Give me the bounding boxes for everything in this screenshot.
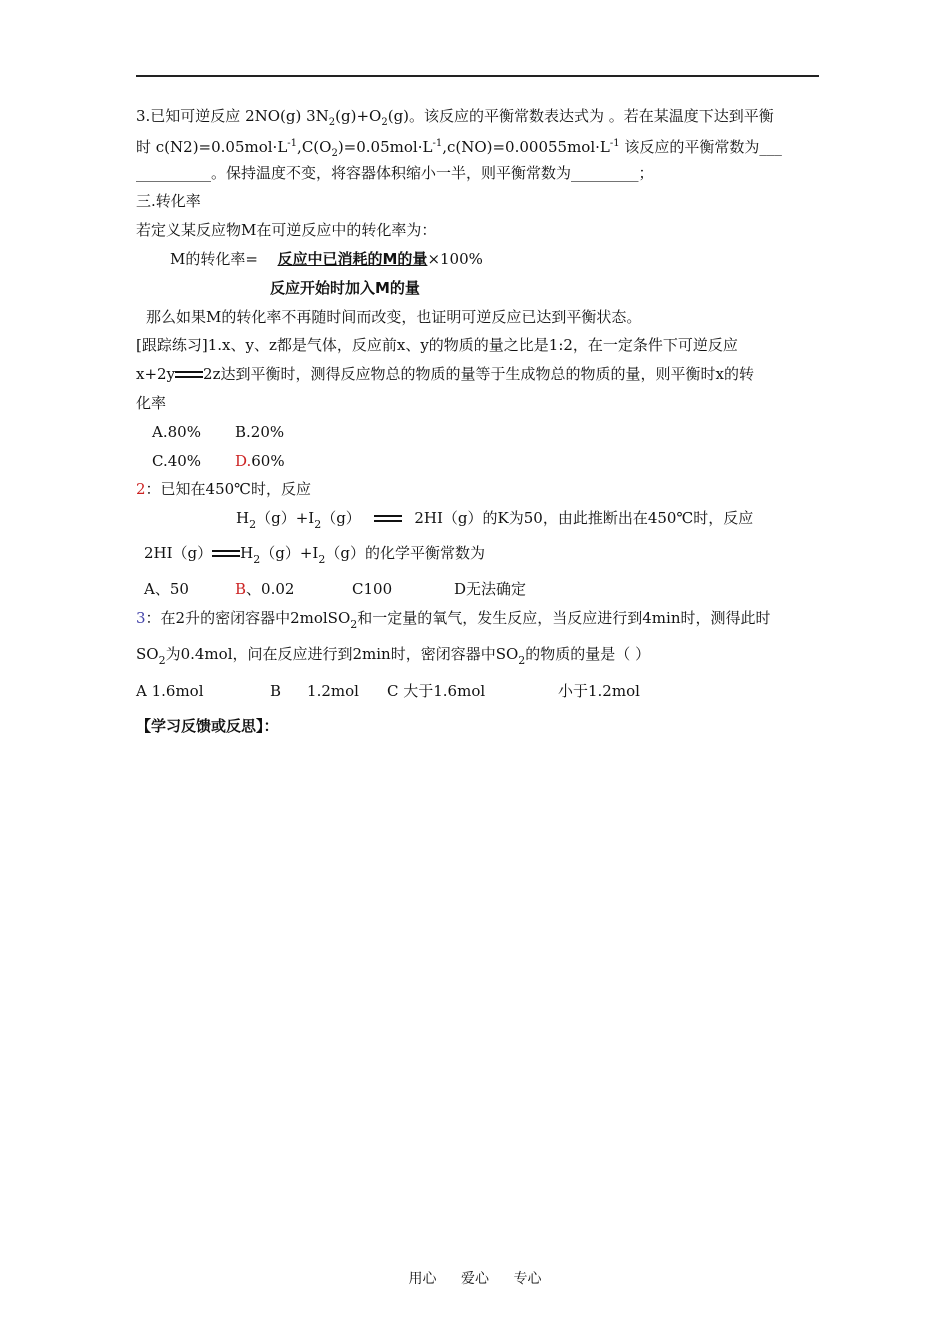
practice2-line-3: 2HI（g） $H_2(g)+I_2(g)$的化学平衡常数为 bbox=[144, 544, 485, 566]
practice2-option-a: A、50 bbox=[144, 580, 189, 598]
practice2-option-b: B、0.02 bbox=[235, 580, 295, 598]
section-conclusion: 那么如果M的转化率不再随时间而改变，也证明可逆反应已达到平衡状态。 bbox=[146, 308, 642, 326]
practice3-option-b: B 1.2mol bbox=[270, 682, 359, 700]
conversion-formula bbox=[170, 249, 483, 269]
section-intro: 若定义某反应物M在可逆反应中的转化率为： bbox=[136, 221, 437, 239]
practice3-option-a: A 1.6mol bbox=[136, 682, 204, 700]
feedback-heading: 【学习反馈或反思】： bbox=[136, 717, 279, 735]
footer-item: 爱心 bbox=[461, 1271, 489, 1287]
practice3-line-2: $SO_2$为0.4mol，问在反应进行到2min时，密闭容器中$SO_2$的物质的量是（ ） bbox=[136, 645, 651, 667]
practice2-line-2: $H_2(g)+I_2(g)$ 2HI（g）的K为50，由此推断出在450℃时，反应 bbox=[236, 509, 754, 531]
practice1-line-1: [跟踪练习]1.x、y、z都是气体，反应前x、y的物质的量之比是1:2，在一定条件下可逆反应 bbox=[136, 336, 738, 354]
page-footer bbox=[0, 1268, 950, 1288]
practice1-line-3: 化率 bbox=[136, 394, 167, 412]
footer-item: 专心 bbox=[513, 1271, 542, 1287]
practice2-option-d: D无法确定 bbox=[454, 580, 527, 598]
formula-denominator: 反应开始时加入M的量 bbox=[270, 279, 420, 297]
practice3-line-1: 3：在2升的密闭容器中2molSO$_2$和一定量的氧气，发生反应，当反应进行到4min时，测得此时 bbox=[136, 609, 771, 631]
equilibrium-arrow-icon bbox=[212, 549, 240, 559]
practice2-line-1: 2：已知在450℃时，反应 bbox=[136, 480, 311, 498]
q3-line-3: __________。保持温度不变，将容器体积缩小一半，则平衡常数为_________； bbox=[136, 164, 654, 182]
practice1-option-c: C.40% bbox=[152, 452, 202, 470]
equilibrium-arrow-icon bbox=[374, 514, 402, 524]
q3-line-1: 3.已知可逆反应 2NO(g) $3N_2(g)+O_2(g)$。该反应的平衡常数表达式为 。若在某温度下达到平衡 bbox=[136, 107, 774, 128]
practice2-option-c: C100 bbox=[352, 580, 393, 598]
header-rule bbox=[136, 75, 819, 77]
practice3-option-c: C 大于1.6mol bbox=[387, 682, 486, 700]
footer-item: 用心 bbox=[408, 1271, 437, 1287]
formula-times: ×100% bbox=[427, 250, 483, 268]
practice3-option-d: 小于1.2mol bbox=[558, 682, 640, 700]
equilibrium-arrow-icon bbox=[175, 370, 203, 380]
practice1-option-b: B.20% bbox=[235, 423, 285, 441]
formula-numerator: 反应中已消耗的M的量 bbox=[277, 250, 428, 268]
practice1-option-d: D.60% bbox=[235, 452, 285, 470]
practice1-line-2: x+2y 2z达到平衡时，测得反应物总的物质的量等于生成物总的物质的量，则平衡时x的转 bbox=[136, 365, 754, 383]
section-heading: 三.转化率 bbox=[136, 192, 201, 210]
q3-line-2: 时 $c(N2)=0.05mol\cdot L^{-1},C(O_2)=0.05mol\cdot L^{-1},c(NO)=0.00055mol\cdot L^{-1}$ 该反应的平衡常数为___ bbox=[136, 138, 782, 159]
formula-label: M的转化率= bbox=[170, 250, 258, 268]
practice1-option-a: A.80% bbox=[152, 423, 201, 441]
